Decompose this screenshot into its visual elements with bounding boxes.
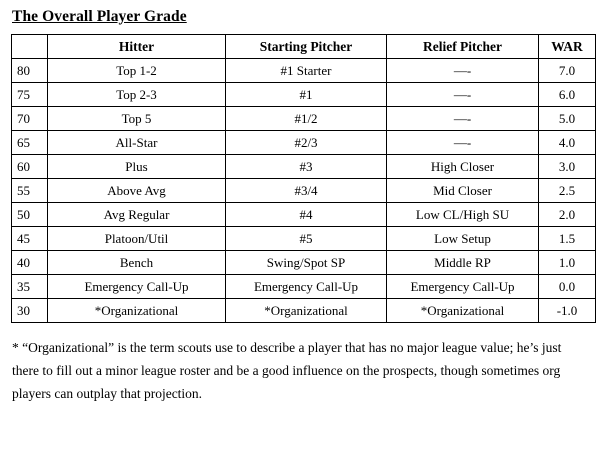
cell-hitter: Top 2-3 bbox=[48, 83, 226, 107]
cell-starting-pitcher: #5 bbox=[226, 227, 387, 251]
cell-relief-pitcher: —- bbox=[387, 59, 539, 83]
cell-starting-pitcher: #1 Starter bbox=[226, 59, 387, 83]
table-row bbox=[12, 83, 596, 107]
column-header-starting-pitcher: Starting Pitcher bbox=[226, 35, 387, 59]
table-row bbox=[12, 299, 596, 323]
cell-relief-pitcher: —- bbox=[387, 83, 539, 107]
table-row bbox=[12, 155, 596, 179]
cell-grade: 65 bbox=[12, 131, 48, 155]
cell-hitter: All-Star bbox=[48, 131, 226, 155]
column-header-relief-pitcher: Relief Pitcher bbox=[387, 35, 539, 59]
cell-relief-pitcher: *Organizational bbox=[387, 299, 539, 323]
column-header-hitter: Hitter bbox=[48, 35, 226, 59]
cell-hitter: Bench bbox=[48, 251, 226, 275]
cell-hitter: Emergency Call-Up bbox=[48, 275, 226, 299]
cell-starting-pitcher: #1/2 bbox=[226, 107, 387, 131]
cell-war: 0.0 bbox=[539, 275, 596, 299]
cell-hitter: Above Avg bbox=[48, 179, 226, 203]
cell-starting-pitcher: #2/3 bbox=[226, 131, 387, 155]
cell-grade: 80 bbox=[12, 59, 48, 83]
cell-grade: 55 bbox=[12, 179, 48, 203]
column-header-war: WAR bbox=[539, 35, 596, 59]
cell-grade: 60 bbox=[12, 155, 48, 179]
cell-starting-pitcher: #1 bbox=[226, 83, 387, 107]
cell-hitter: Top 1-2 bbox=[48, 59, 226, 83]
cell-war: 1.0 bbox=[539, 251, 596, 275]
cell-starting-pitcher: #4 bbox=[226, 203, 387, 227]
page-title: The Overall Player Grade bbox=[12, 8, 187, 25]
table-row bbox=[12, 131, 596, 155]
cell-relief-pitcher: Middle RP bbox=[387, 251, 539, 275]
cell-grade: 75 bbox=[12, 83, 48, 107]
cell-war: -1.0 bbox=[539, 299, 596, 323]
table-row bbox=[12, 59, 596, 83]
table-row bbox=[12, 203, 596, 227]
cell-war: 4.0 bbox=[539, 131, 596, 155]
table-row bbox=[12, 275, 596, 299]
cell-grade: 70 bbox=[12, 107, 48, 131]
cell-hitter: Avg Regular bbox=[48, 203, 226, 227]
column-header-grade bbox=[12, 35, 48, 59]
table-row bbox=[12, 251, 596, 275]
cell-war: 2.5 bbox=[539, 179, 596, 203]
cell-war: 5.0 bbox=[539, 107, 596, 131]
table-row bbox=[12, 227, 596, 251]
cell-war: 2.0 bbox=[539, 203, 596, 227]
cell-war: 3.0 bbox=[539, 155, 596, 179]
cell-grade: 35 bbox=[12, 275, 48, 299]
cell-war: 6.0 bbox=[539, 83, 596, 107]
cell-grade: 30 bbox=[12, 299, 48, 323]
cell-war: 1.5 bbox=[539, 227, 596, 251]
cell-hitter: Top 5 bbox=[48, 107, 226, 131]
cell-hitter: Plus bbox=[48, 155, 226, 179]
cell-relief-pitcher: —- bbox=[387, 131, 539, 155]
footnote-text: * “Organizational” is the term scouts use to describe a player that has no major league value; he’s just there to fill out a minor league roster and be a good influence on the prospects, though sometimes org players can outplay that projection. bbox=[12, 340, 562, 402]
cell-relief-pitcher: Low Setup bbox=[387, 227, 539, 251]
cell-starting-pitcher: Emergency Call-Up bbox=[226, 275, 387, 299]
cell-starting-pitcher: Swing/Spot SP bbox=[226, 251, 387, 275]
cell-relief-pitcher: Low CL/High SU bbox=[387, 203, 539, 227]
cell-grade: 45 bbox=[12, 227, 48, 251]
cell-grade: 50 bbox=[12, 203, 48, 227]
cell-relief-pitcher: —- bbox=[387, 107, 539, 131]
cell-relief-pitcher: Mid Closer bbox=[387, 179, 539, 203]
table-header-row bbox=[12, 35, 596, 59]
cell-grade: 40 bbox=[12, 251, 48, 275]
cell-war: 7.0 bbox=[539, 59, 596, 83]
table-row bbox=[12, 179, 596, 203]
cell-starting-pitcher: *Organizational bbox=[226, 299, 387, 323]
player-grade-table bbox=[11, 34, 596, 323]
cell-starting-pitcher: #3/4 bbox=[226, 179, 387, 203]
cell-hitter: *Organizational bbox=[48, 299, 226, 323]
cell-hitter: Platoon/Util bbox=[48, 227, 226, 251]
cell-relief-pitcher: Emergency Call-Up bbox=[387, 275, 539, 299]
cell-starting-pitcher: #3 bbox=[226, 155, 387, 179]
cell-relief-pitcher: High Closer bbox=[387, 155, 539, 179]
table-row bbox=[12, 107, 596, 131]
